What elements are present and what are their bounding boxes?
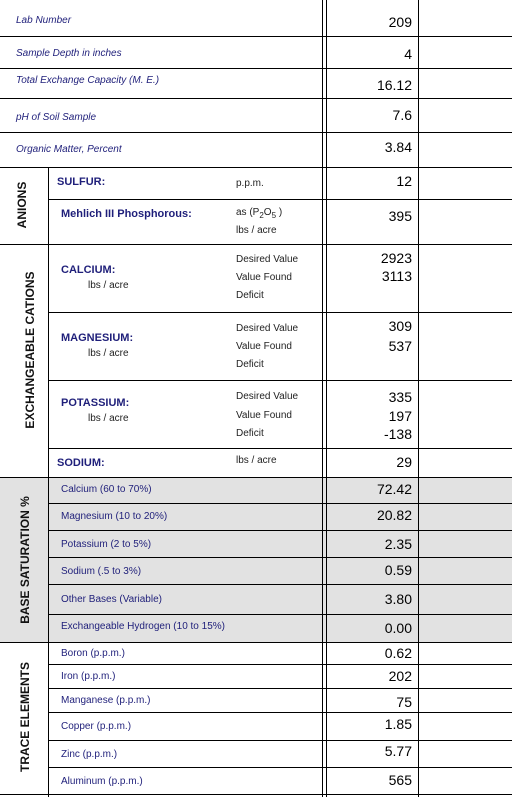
boron-label: Boron (p.p.m.) — [61, 648, 125, 659]
copper-label: Copper (p.p.m.) — [61, 721, 132, 732]
potassium-unit: lbs / acre — [88, 413, 129, 424]
row-divider — [48, 380, 512, 381]
calcium-found-label: Value Found — [236, 272, 292, 283]
base-sat-hydrogen-label: Exchangeable Hydrogen (10 to 15%) — [61, 621, 225, 632]
sulfur-unit: p.p.m. — [236, 178, 264, 189]
row-divider — [48, 740, 512, 741]
organic-matter-value: 3.84 — [384, 139, 412, 155]
potassium-deficit-label: Deficit — [236, 428, 264, 439]
magnesium-found-label: Value Found — [236, 341, 292, 352]
sulfur-value: 12 — [396, 173, 412, 189]
row-divider — [48, 503, 512, 504]
section-divider — [0, 642, 512, 643]
trace-elements-section-label: TRACE ELEMENTS — [18, 662, 32, 773]
section-divider — [0, 244, 512, 245]
base-sat-other-value: 3.80 — [384, 591, 412, 607]
copper-value: 1.85 — [384, 716, 412, 732]
phosphorous-unit-line2: lbs / acre — [236, 225, 277, 236]
base-sat-magnesium-value: 20.82 — [376, 507, 412, 523]
double-divider-left — [322, 0, 323, 797]
base-sat-potassium-value: 2.35 — [384, 536, 412, 552]
potassium-found-label: Value Found — [236, 410, 292, 421]
potassium-deficit-value: -138 — [383, 426, 412, 442]
row-divider — [48, 584, 512, 585]
anions-section-label: ANIONS — [15, 181, 29, 229]
potassium-label: POTASSIUM: — [61, 397, 130, 409]
row-divider — [48, 199, 512, 200]
phosphorous-label: Mehlich III Phosphorous: — [61, 208, 192, 220]
base-sat-calcium-label: Calcium (60 to 70%) — [61, 484, 152, 495]
lab-number-value: 209 — [388, 14, 412, 30]
base-sat-sodium-value: 0.59 — [384, 562, 412, 578]
base-sat-hydrogen-value: 0.00 — [384, 620, 412, 636]
calcium-unit: lbs / acre — [88, 280, 129, 291]
calcium-desired-label: Desired Value — [236, 254, 299, 265]
phosphorous-value: 395 — [388, 208, 412, 224]
phosphorous-unit: as ($P_2O_5$ ) — [236, 207, 283, 220]
potassium-desired-value: 335 — [388, 389, 412, 405]
table-bottom — [0, 794, 512, 795]
base-sat-calcium-value: 72.42 — [376, 481, 412, 497]
section-divider — [0, 167, 512, 168]
zinc-value: 5.77 — [384, 743, 412, 759]
zinc-label: Zinc (p.p.m.) — [61, 749, 118, 760]
row-divider — [0, 68, 512, 69]
magnesium-label: MAGNESIUM: — [61, 332, 134, 344]
sodium-unit: lbs / acre — [236, 455, 277, 466]
value-column-divider — [418, 0, 419, 797]
iron-value: 202 — [388, 668, 412, 684]
row-divider — [0, 132, 512, 133]
cations-section-label: EXCHANGEABLE CATIONS — [23, 271, 37, 429]
sample-depth-value: 4 — [404, 46, 412, 62]
base-sat-sodium-label: Sodium (.5 to 3%) — [61, 566, 142, 577]
exchange-capacity-label: Total Exchange Capacity (M. E.) — [16, 75, 160, 86]
magnesium-desired-value: 309 — [388, 318, 412, 334]
magnesium-deficit-label: Deficit — [236, 359, 264, 370]
calcium-deficit-label: Deficit — [236, 290, 264, 301]
section-label-divider — [48, 167, 49, 797]
calcium-found-value: 3113 — [381, 268, 412, 284]
base-sat-magnesium-label: Magnesium (10 to 20%) — [61, 511, 168, 522]
base-saturation-background — [0, 477, 512, 642]
row-divider — [0, 36, 512, 37]
row-divider — [48, 557, 512, 558]
row-divider — [48, 712, 512, 713]
base-saturation-section-label: BASE SATURATION % — [18, 496, 32, 624]
manganese-value: 75 — [396, 694, 412, 710]
sodium-label: SODIUM: — [57, 457, 105, 469]
aluminum-label: Aluminum (p.p.m.) — [61, 776, 143, 787]
row-divider — [48, 448, 512, 449]
lab-number-label: Lab Number — [16, 15, 72, 26]
calcium-label: CALCIUM: — [61, 264, 116, 276]
row-divider — [48, 688, 512, 689]
sulfur-label: SULFUR: — [57, 176, 106, 188]
potassium-desired-label: Desired Value — [236, 391, 299, 402]
ph-value: 7.6 — [392, 107, 412, 123]
calcium-desired-value: 2923 — [380, 250, 412, 266]
row-divider — [48, 767, 512, 768]
sample-depth-label: Sample Depth in inches — [16, 48, 122, 59]
potassium-found-value: 197 — [388, 408, 412, 424]
ph-label: pH of Soil Sample — [16, 112, 97, 123]
row-divider — [48, 530, 512, 531]
row-divider — [48, 312, 512, 313]
row-divider — [0, 98, 512, 99]
boron-value: 0.62 — [384, 645, 412, 661]
row-divider — [48, 664, 512, 665]
exchange-capacity-value: 16.12 — [376, 77, 412, 93]
section-divider — [0, 477, 512, 478]
iron-label: Iron (p.p.m.) — [61, 671, 116, 682]
organic-matter-label: Organic Matter, Percent — [16, 144, 122, 155]
magnesium-unit: lbs / acre — [88, 348, 129, 359]
manganese-label: Manganese (p.p.m.) — [61, 695, 151, 706]
base-sat-potassium-label: Potassium (2 to 5%) — [61, 539, 152, 550]
magnesium-desired-label: Desired Value — [236, 323, 299, 334]
sodium-value: 29 — [396, 454, 412, 470]
aluminum-value: 565 — [388, 772, 412, 788]
row-divider — [48, 614, 512, 615]
magnesium-found-value: 537 — [388, 338, 412, 354]
base-sat-other-label: Other Bases (Variable) — [61, 594, 162, 605]
double-divider-right — [326, 0, 327, 797]
